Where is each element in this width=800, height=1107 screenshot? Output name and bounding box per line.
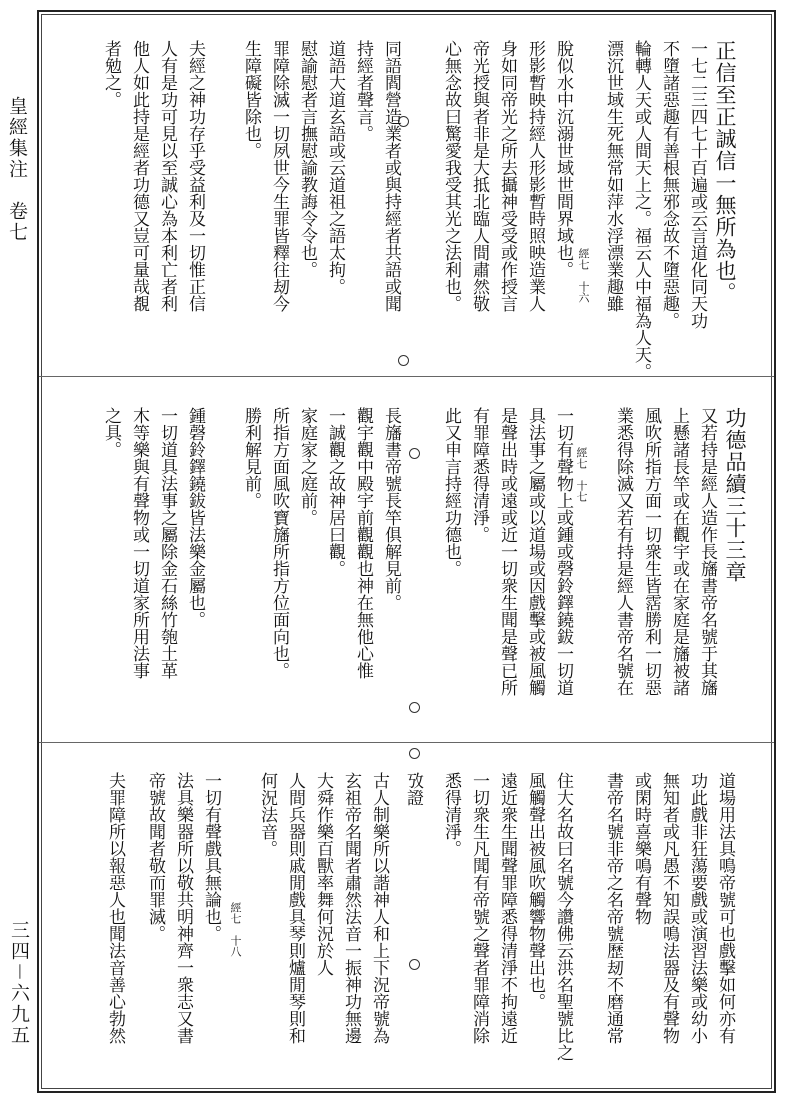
text-column: 有罪障悉得清淨。 [469, 407, 489, 543]
text-column: 上懸諸長竿或在觀宇或在家庭是旛被諸 [669, 407, 689, 696]
text-column: 不墮諸惡趣有善根無邪念故不墮惡趣。 [659, 40, 679, 329]
text-column: 木等樂與有聲物或一切道家所用法事 [129, 407, 149, 679]
text-column: 人有是功可見以至誠心為本利亡者利 [157, 40, 177, 312]
text-column: 住大名故曰名號今讚佛云洪名聖號比之 [553, 772, 573, 1061]
text-column: 人間兵器則戚閒戲具琴則爐閒琴則和 [285, 772, 305, 1044]
text-column: 同語閻營造業者或與持經者共語或聞 [381, 40, 401, 312]
text-column: 夫罪障所以報惡人也聞法音善心勃然 [105, 772, 125, 1044]
text-column: 悉得清淨。 [441, 772, 461, 857]
text-column: 正信至正誠信一無所為也。 [713, 40, 737, 304]
text-column: 夫經之神功存乎受益利及一切惟正信 [185, 40, 205, 312]
text-column: 輪轉人天或人間天上之。福云人中福為人天。 [631, 40, 651, 380]
text-column: 慰諭慰者言撫慰諭教誨令令也。 [297, 40, 317, 278]
section-top [39, 40, 774, 380]
text-column: 功德品續三十三章 [723, 407, 747, 583]
section-bottom [39, 772, 774, 1082]
text-column: 一切衆生凡聞有帝號之聲者罪障消除 [469, 772, 489, 1044]
text-column: 功此戲非狂蕩要戲或演習法樂或幼小 [687, 772, 707, 1044]
text-column: 大舜作樂百獸率舞何況於人 [313, 772, 333, 976]
text-column: 生障礙皆除也。 [241, 40, 261, 159]
text-column: 他人如此持是經者功德又豈可量哉覩 [129, 40, 149, 312]
text-column: 是聲出時或遠或近一切衆生聞是聲已所 [497, 407, 517, 696]
text-column: 攷證 [403, 772, 423, 806]
text-column: 漂沉世域生死無常如萍水浮漂業趣雖 [603, 40, 623, 312]
text-column: 家庭家之庭前。 [297, 407, 317, 526]
text-column: 長旛書帝號長竿俱解見前。 [381, 407, 401, 611]
text-column: 所指方面風吹寶旛所指方位面向也。 [269, 407, 289, 679]
folio-middle: 經七 十七 [575, 447, 588, 502]
text-column: 或閑時喜樂鳴有聲物 [631, 772, 651, 925]
text-column: 持經者聲言。 [353, 40, 373, 142]
binding-hole-5 [409, 748, 420, 759]
text-column: 形影暫映持經人形影暫時照映造業人 [525, 40, 545, 312]
margin-title: 皇經集注 卷七 [6, 96, 28, 243]
text-column: 書帝名號非帝之名帝號歷刼不磨通常 [603, 772, 623, 1044]
text-column: 一切有聲戲具無論也。 [201, 772, 221, 942]
folio-bottom: 經七 十八 [229, 902, 242, 957]
page-frame [37, 10, 776, 1093]
text-column: 風觸聲出被風吹觸響物聲出也。 [525, 772, 545, 1010]
text-column: 罪障除滅一切夙世今生罪皆釋往刼今 [269, 40, 289, 312]
section-divider-1 [39, 376, 774, 377]
text-column: 鍾磬鈴鐸鐃鈸皆法樂金屬也。 [185, 407, 205, 628]
text-column: 身如同帝光之所去攝神受受或作授言 [497, 40, 517, 312]
section-divider-2 [39, 742, 774, 743]
text-column: 道語大道玄語或云道祖之語太拘。 [325, 40, 345, 295]
text-column: 無知者或凡愚不知誤鳴法器及有聲物 [659, 772, 679, 1044]
text-column: 何況法音。 [257, 772, 277, 857]
text-column: 遠近衆生聞聲罪障悉得清淨不拘遠近 [497, 772, 517, 1044]
text-column: 觀宇觀中殿宇前觀觀也神在無他心惟 [353, 407, 373, 679]
text-column: 一誠觀之故神居曰觀。 [325, 407, 345, 577]
text-column: 業悉得除滅又若有持是經人書帝名號在 [613, 407, 633, 696]
text-column: 之具。 [101, 407, 121, 458]
section-middle [39, 407, 774, 737]
text-column: 心無念故曰驚愛我受其光之法利也。 [441, 40, 461, 312]
text-column: 風吹所指方面一切衆生皆霑勝利一切惡 [641, 407, 661, 696]
text-column: 古人制樂所以諧神人和上下況帝號為 [369, 772, 389, 1044]
text-column: 帝號故聞者敬而罪滅。 [145, 772, 165, 942]
text-column: 道場用法具鳴帝號可也戲擊如何亦有 [715, 772, 735, 1044]
text-column: 勝利解見前。 [241, 407, 261, 509]
text-column: 具法事之屬或以道場或因戲擊或被風觸 [525, 407, 545, 696]
text-column: 一切有聲物上或鍾或磬鈴鐸鐃鈸一切道 [553, 407, 573, 696]
folio-top: 經七 十六 [577, 248, 590, 303]
text-column: 法具樂器所以敬共明神齊一衆志又書 [173, 772, 193, 1044]
text-column: 此又申言持經功德也。 [441, 407, 461, 577]
text-column: 玄祖帝名聞者肅然法音一振神功無邊 [341, 772, 361, 1044]
text-column: 者勉之。 [101, 40, 121, 108]
text-column: 脫似水中沉溺世域世間界域也。 [553, 40, 573, 278]
margin-page-number: 三四－六九五 [8, 920, 30, 1047]
text-column: 一七二三四七十百遍或云言道化同天功 [687, 40, 707, 329]
text-column: 帝光授與者非是大抵北臨人間肅然敬 [469, 40, 489, 312]
text-column: 一切道具法事之屬除金石絲竹匏土革 [157, 407, 177, 679]
text-column: 又若持是經人造作長旛書帝名號于其旛 [697, 407, 717, 696]
